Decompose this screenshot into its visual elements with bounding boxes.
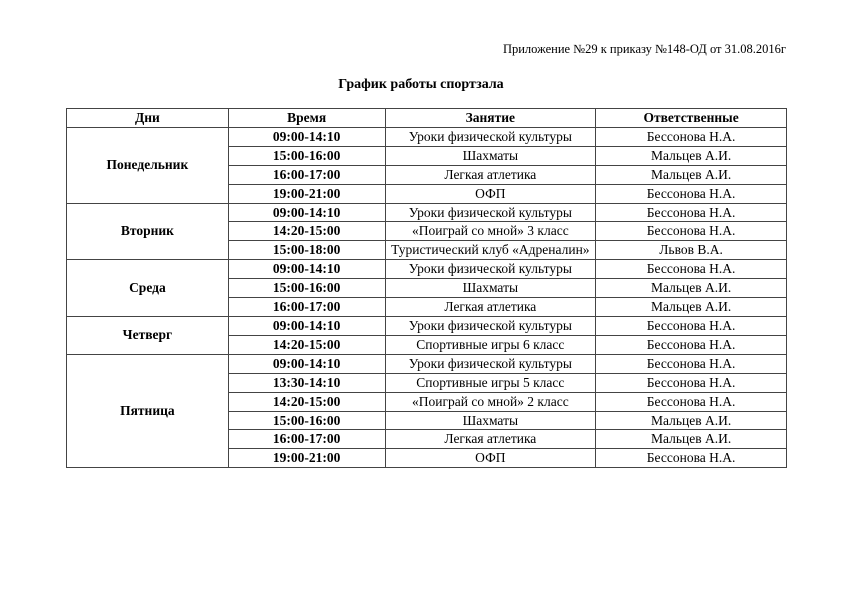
day-cell: Вторник xyxy=(67,203,229,260)
time-cell: 15:00-16:00 xyxy=(228,146,385,165)
time-cell: 09:00-14:10 xyxy=(228,316,385,335)
activity-cell: Уроки физической культуры xyxy=(385,354,596,373)
activity-cell: «Поиграй со мной» 3 класс xyxy=(385,222,596,241)
time-cell: 09:00-14:10 xyxy=(228,203,385,222)
time-cell: 09:00-14:10 xyxy=(228,127,385,146)
time-cell: 15:00-16:00 xyxy=(228,279,385,298)
activity-cell: ОФП xyxy=(385,184,596,203)
responsible-cell: Мальцев А.И. xyxy=(596,298,787,317)
header-activity: Занятие xyxy=(385,109,596,128)
day-cell: Понедельник xyxy=(67,127,229,203)
table-row xyxy=(67,316,787,335)
activity-cell: ОФП xyxy=(385,449,596,468)
activity-cell: Шахматы xyxy=(385,411,596,430)
header-row xyxy=(67,109,787,128)
activity-cell: Спортивные игры 6 класс xyxy=(385,335,596,354)
responsible-cell: Бессонова Н.А. xyxy=(596,449,787,468)
time-cell: 14:20-15:00 xyxy=(228,222,385,241)
time-cell: 16:00-17:00 xyxy=(228,298,385,317)
responsible-cell: Бессонова Н.А. xyxy=(596,260,787,279)
responsible-cell: Мальцев А.И. xyxy=(596,165,787,184)
responsible-cell: Бессонова Н.А. xyxy=(596,354,787,373)
day-cell: Среда xyxy=(67,260,229,317)
responsible-cell: Бессонова Н.А. xyxy=(596,316,787,335)
time-cell: 16:00-17:00 xyxy=(228,165,385,184)
activity-cell: Туристический клуб «Адреналин» xyxy=(385,241,596,260)
time-cell: 19:00-21:00 xyxy=(228,184,385,203)
activity-cell: Легкая атлетика xyxy=(385,430,596,449)
table-row xyxy=(67,354,787,373)
responsible-cell: Бессонова Н.А. xyxy=(596,127,787,146)
schedule-table xyxy=(66,108,787,468)
header-responsible: Ответственные xyxy=(596,109,787,128)
time-cell: 19:00-21:00 xyxy=(228,449,385,468)
time-cell: 14:20-15:00 xyxy=(228,335,385,354)
activity-cell: Шахматы xyxy=(385,279,596,298)
time-cell: 16:00-17:00 xyxy=(228,430,385,449)
activity-cell: Уроки физической культуры xyxy=(385,127,596,146)
activity-cell: Легкая атлетика xyxy=(385,298,596,317)
time-cell: 15:00-18:00 xyxy=(228,241,385,260)
responsible-cell: Бессонова Н.А. xyxy=(596,184,787,203)
activity-cell: Шахматы xyxy=(385,146,596,165)
header-time: Время xyxy=(228,109,385,128)
responsible-cell: Львов В.А. xyxy=(596,241,787,260)
responsible-cell: Мальцев А.И. xyxy=(596,430,787,449)
responsible-cell: Мальцев А.И. xyxy=(596,279,787,298)
time-cell: 13:30-14:10 xyxy=(228,373,385,392)
responsible-cell: Бессонова Н.А. xyxy=(596,392,787,411)
table-row xyxy=(67,203,787,222)
responsible-cell: Мальцев А.И. xyxy=(596,411,787,430)
table-row xyxy=(67,260,787,279)
time-cell: 09:00-14:10 xyxy=(228,354,385,373)
activity-cell: Уроки физической культуры xyxy=(385,203,596,222)
schedule-body xyxy=(67,127,787,467)
activity-cell: Уроки физической культуры xyxy=(385,316,596,335)
document-title: График работы спортзала xyxy=(338,77,504,92)
activity-cell: «Поиграй со мной» 2 класс xyxy=(385,392,596,411)
table-row xyxy=(67,127,787,146)
time-cell: 15:00-16:00 xyxy=(228,411,385,430)
header-days: Дни xyxy=(67,109,229,128)
activity-cell: Легкая атлетика xyxy=(385,165,596,184)
responsible-cell: Бессонова Н.А. xyxy=(596,335,787,354)
day-cell: Пятница xyxy=(67,354,229,467)
annex-reference: Приложение №29 к приказу №148-ОД от 31.08.2016г xyxy=(502,42,786,56)
responsible-cell: Мальцев А.И. xyxy=(596,146,787,165)
responsible-cell: Бессонова Н.А. xyxy=(596,373,787,392)
activity-cell: Спортивные игры 5 класс xyxy=(385,373,596,392)
responsible-cell: Бессонова Н.А. xyxy=(596,222,787,241)
time-cell: 14:20-15:00 xyxy=(228,392,385,411)
day-cell: Четверг xyxy=(67,316,229,354)
responsible-cell: Бессонова Н.А. xyxy=(596,203,787,222)
time-cell: 09:00-14:10 xyxy=(228,260,385,279)
activity-cell: Уроки физической культуры xyxy=(385,260,596,279)
